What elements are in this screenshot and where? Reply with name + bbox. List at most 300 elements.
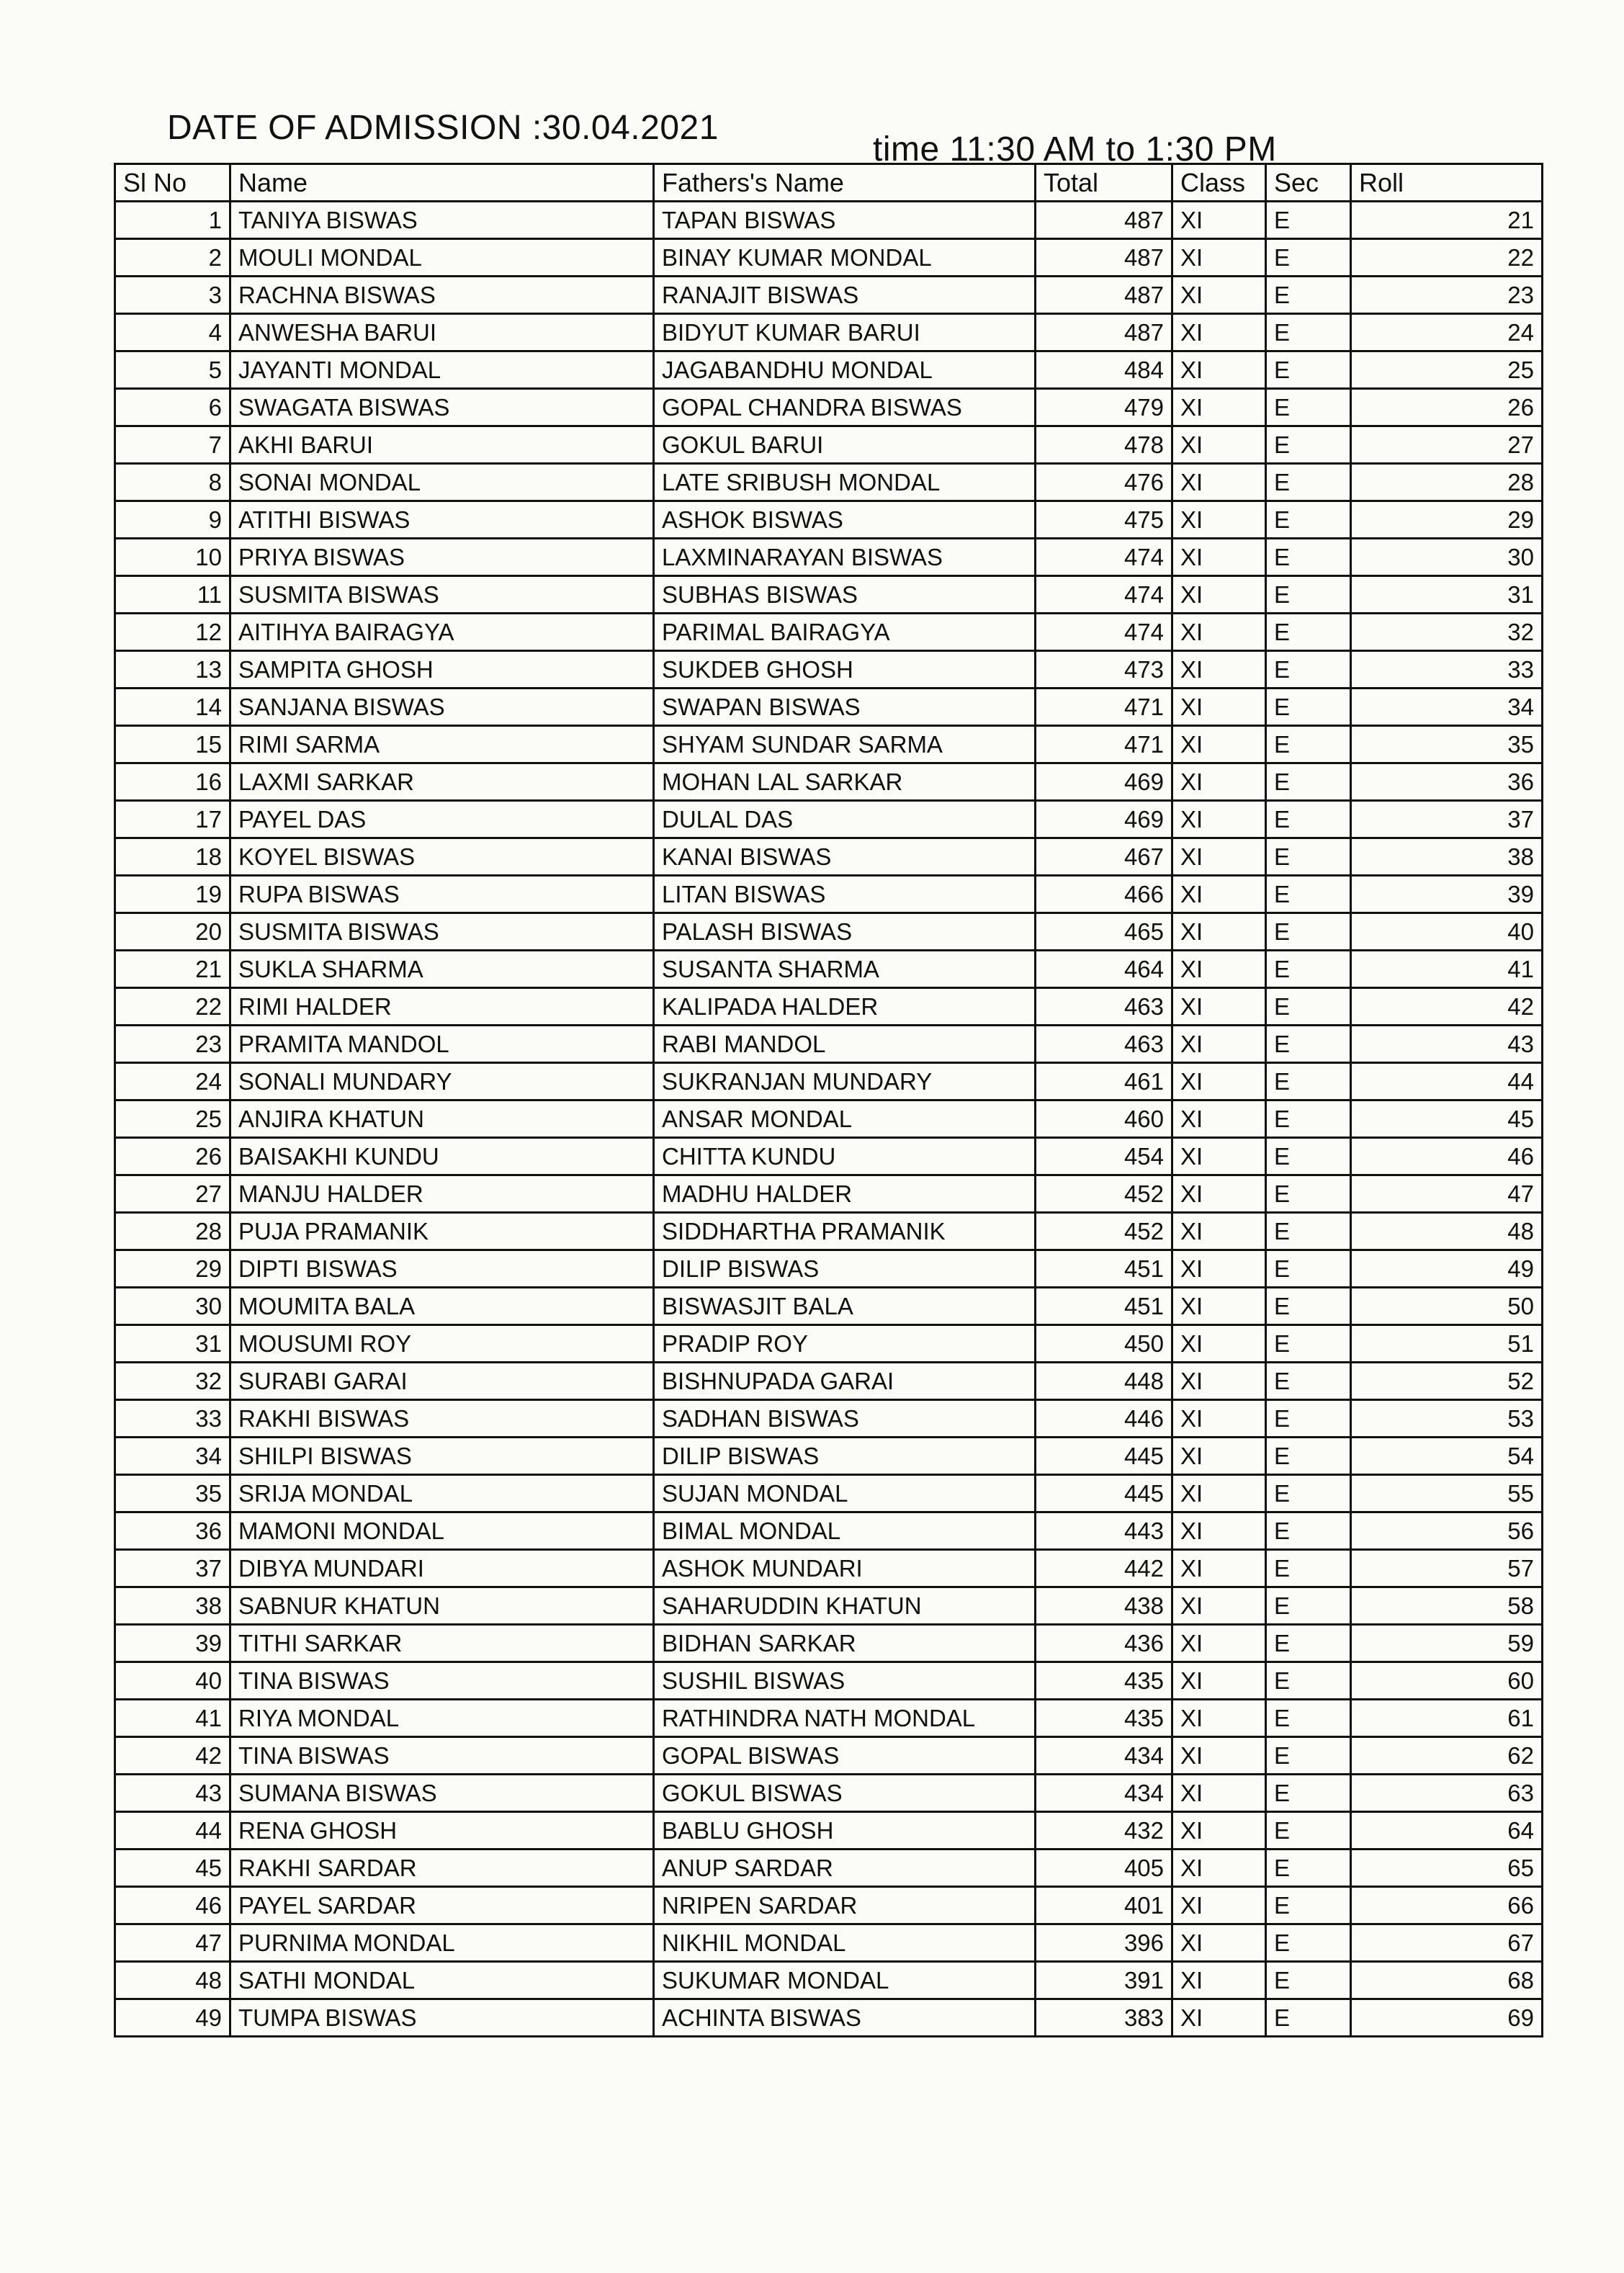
- total-cell: 487: [1036, 202, 1172, 239]
- total-cell: 443: [1036, 1512, 1172, 1550]
- table-row: [115, 314, 1543, 351]
- name-cell: MAMONI MONDAL: [230, 1512, 654, 1550]
- name-cell: SURABI GARAI: [230, 1363, 654, 1400]
- roll-cell: 48: [1351, 1213, 1543, 1250]
- table-row: [115, 1587, 1543, 1625]
- sl-no-cell: 47: [115, 1924, 230, 1962]
- roll-cell: 26: [1351, 389, 1543, 426]
- name-cell: DIBYA MUNDARI: [230, 1550, 654, 1587]
- total-cell: 383: [1036, 1999, 1172, 2037]
- roll-cell: 65: [1351, 1850, 1543, 1887]
- fathers-name-cell: CHITTA KUNDU: [654, 1138, 1036, 1175]
- total-cell: 463: [1036, 988, 1172, 1026]
- table-row: [115, 1812, 1543, 1850]
- fathers-name-cell: DILIP BISWAS: [654, 1438, 1036, 1475]
- fathers-name-cell: DILIP BISWAS: [654, 1250, 1036, 1288]
- sec-cell: E: [1266, 1325, 1351, 1363]
- roll-cell: 36: [1351, 763, 1543, 801]
- total-cell: 478: [1036, 426, 1172, 464]
- table-row: [115, 389, 1543, 426]
- sl-no-cell: 41: [115, 1700, 230, 1737]
- fathers-name-cell: NRIPEN SARDAR: [654, 1887, 1036, 1924]
- name-cell: MANJU HALDER: [230, 1175, 654, 1213]
- table-row: [115, 1288, 1543, 1325]
- roll-cell: 47: [1351, 1175, 1543, 1213]
- total-cell: 464: [1036, 951, 1172, 988]
- total-cell: 445: [1036, 1438, 1172, 1475]
- name-cell: AITIHYA BAIRAGYA: [230, 614, 654, 651]
- table-row: [115, 1775, 1543, 1812]
- roll-cell: 28: [1351, 464, 1543, 501]
- table-row: [115, 988, 1543, 1026]
- roll-cell: 55: [1351, 1475, 1543, 1512]
- fathers-name-cell: SUSHIL BISWAS: [654, 1662, 1036, 1700]
- sl-no-cell: 38: [115, 1587, 230, 1625]
- total-cell: 436: [1036, 1625, 1172, 1662]
- fathers-name-cell: ACHINTA BISWAS: [654, 1999, 1036, 2037]
- column-header-sl-no: Sl No: [115, 164, 230, 202]
- name-cell: PRAMITA MANDOL: [230, 1026, 654, 1063]
- table-row: [115, 1737, 1543, 1775]
- table-row: [115, 1063, 1543, 1100]
- sec-cell: E: [1266, 726, 1351, 763]
- name-cell: RAKHI BISWAS: [230, 1400, 654, 1438]
- table-row: [115, 951, 1543, 988]
- sl-no-cell: 1: [115, 202, 230, 239]
- sl-no-cell: 43: [115, 1775, 230, 1812]
- sl-no-cell: 32: [115, 1363, 230, 1400]
- sl-no-cell: 21: [115, 951, 230, 988]
- sl-no-cell: 46: [115, 1887, 230, 1924]
- name-cell: SUSMITA BISWAS: [230, 576, 654, 614]
- roll-cell: 68: [1351, 1962, 1543, 1999]
- sl-no-cell: 13: [115, 651, 230, 689]
- roll-cell: 62: [1351, 1737, 1543, 1775]
- column-header-roll: Roll: [1351, 164, 1543, 202]
- table-row: [115, 1175, 1543, 1213]
- table-row: [115, 1887, 1543, 1924]
- table-row: [115, 1512, 1543, 1550]
- total-cell: 445: [1036, 1475, 1172, 1512]
- fathers-name-cell: SUKUMAR MONDAL: [654, 1962, 1036, 1999]
- total-cell: 473: [1036, 651, 1172, 689]
- roll-cell: 49: [1351, 1250, 1543, 1288]
- sl-no-cell: 29: [115, 1250, 230, 1288]
- sl-no-cell: 36: [115, 1512, 230, 1550]
- fathers-name-cell: DULAL DAS: [654, 801, 1036, 838]
- sl-no-cell: 8: [115, 464, 230, 501]
- class-cell: XI: [1172, 539, 1266, 576]
- roll-cell: 34: [1351, 689, 1543, 726]
- roll-cell: 60: [1351, 1662, 1543, 1700]
- fathers-name-cell: SIDDHARTHA PRAMANIK: [654, 1213, 1036, 1250]
- total-cell: 438: [1036, 1587, 1172, 1625]
- sec-cell: E: [1266, 838, 1351, 876]
- class-cell: XI: [1172, 1250, 1266, 1288]
- roll-cell: 35: [1351, 726, 1543, 763]
- sec-cell: E: [1266, 651, 1351, 689]
- sec-cell: E: [1266, 1962, 1351, 1999]
- fathers-name-cell: PARIMAL BAIRAGYA: [654, 614, 1036, 651]
- name-cell: PAYEL DAS: [230, 801, 654, 838]
- sl-no-cell: 48: [115, 1962, 230, 1999]
- class-cell: XI: [1172, 351, 1266, 389]
- sec-cell: E: [1266, 1625, 1351, 1662]
- class-cell: XI: [1172, 1325, 1266, 1363]
- sl-no-cell: 15: [115, 726, 230, 763]
- fathers-name-cell: GOPAL CHANDRA BISWAS: [654, 389, 1036, 426]
- table-row: [115, 1363, 1543, 1400]
- sl-no-cell: 44: [115, 1812, 230, 1850]
- sec-cell: E: [1266, 1700, 1351, 1737]
- class-cell: XI: [1172, 202, 1266, 239]
- fathers-name-cell: KALIPADA HALDER: [654, 988, 1036, 1026]
- sec-cell: E: [1266, 389, 1351, 426]
- class-cell: XI: [1172, 1625, 1266, 1662]
- name-cell: ANWESHA BARUI: [230, 314, 654, 351]
- total-cell: 432: [1036, 1812, 1172, 1850]
- sec-cell: E: [1266, 763, 1351, 801]
- class-cell: XI: [1172, 501, 1266, 539]
- total-cell: 479: [1036, 389, 1172, 426]
- sec-cell: E: [1266, 464, 1351, 501]
- sec-cell: E: [1266, 1250, 1351, 1288]
- sl-no-cell: 26: [115, 1138, 230, 1175]
- class-cell: XI: [1172, 838, 1266, 876]
- table-row: [115, 1213, 1543, 1250]
- sec-cell: E: [1266, 1213, 1351, 1250]
- roll-cell: 61: [1351, 1700, 1543, 1737]
- sl-no-cell: 2: [115, 239, 230, 277]
- sec-cell: E: [1266, 1475, 1351, 1512]
- sec-cell: E: [1266, 1775, 1351, 1812]
- fathers-name-cell: SUSANTA SHARMA: [654, 951, 1036, 988]
- sec-cell: E: [1266, 1587, 1351, 1625]
- roll-cell: 33: [1351, 651, 1543, 689]
- sec-cell: E: [1266, 1175, 1351, 1213]
- sec-cell: E: [1266, 1550, 1351, 1587]
- roll-cell: 54: [1351, 1438, 1543, 1475]
- name-cell: PRIYA BISWAS: [230, 539, 654, 576]
- roll-cell: 63: [1351, 1775, 1543, 1812]
- total-cell: 446: [1036, 1400, 1172, 1438]
- fathers-name-cell: BINAY KUMAR MONDAL: [654, 239, 1036, 277]
- fathers-name-cell: GOKUL BISWAS: [654, 1775, 1036, 1812]
- roll-cell: 57: [1351, 1550, 1543, 1587]
- table-row: [115, 1962, 1543, 1999]
- name-cell: ATITHI BISWAS: [230, 501, 654, 539]
- total-cell: 466: [1036, 876, 1172, 913]
- table-row: [115, 1475, 1543, 1512]
- sec-cell: E: [1266, 1999, 1351, 2037]
- table-row: [115, 576, 1543, 614]
- name-cell: MOUMITA BALA: [230, 1288, 654, 1325]
- sl-no-cell: 6: [115, 389, 230, 426]
- sec-cell: E: [1266, 539, 1351, 576]
- fathers-name-cell: BIDHAN SARKAR: [654, 1625, 1036, 1662]
- column-header-total: Total: [1036, 164, 1172, 202]
- header-row: [115, 164, 1543, 202]
- total-cell: 451: [1036, 1288, 1172, 1325]
- admission-table: [114, 163, 1543, 2037]
- sl-no-cell: 25: [115, 1100, 230, 1138]
- sec-cell: E: [1266, 202, 1351, 239]
- sec-cell: E: [1266, 1063, 1351, 1100]
- sl-no-cell: 3: [115, 277, 230, 314]
- total-cell: 469: [1036, 763, 1172, 801]
- class-cell: XI: [1172, 1063, 1266, 1100]
- fathers-name-cell: RABI MANDOL: [654, 1026, 1036, 1063]
- sl-no-cell: 28: [115, 1213, 230, 1250]
- total-cell: 448: [1036, 1363, 1172, 1400]
- total-cell: 405: [1036, 1850, 1172, 1887]
- class-cell: XI: [1172, 1850, 1266, 1887]
- roll-cell: 32: [1351, 614, 1543, 651]
- class-cell: XI: [1172, 1100, 1266, 1138]
- sec-cell: E: [1266, 576, 1351, 614]
- sl-no-cell: 45: [115, 1850, 230, 1887]
- fathers-name-cell: GOKUL BARUI: [654, 426, 1036, 464]
- class-cell: XI: [1172, 1587, 1266, 1625]
- sl-no-cell: 24: [115, 1063, 230, 1100]
- table-row: [115, 1325, 1543, 1363]
- roll-cell: 25: [1351, 351, 1543, 389]
- fathers-name-cell: NIKHIL MONDAL: [654, 1924, 1036, 1962]
- class-cell: XI: [1172, 801, 1266, 838]
- table-row: [115, 501, 1543, 539]
- name-cell: SATHI MONDAL: [230, 1962, 654, 1999]
- roll-cell: 69: [1351, 1999, 1543, 2037]
- fathers-name-cell: ANUP SARDAR: [654, 1850, 1036, 1887]
- roll-cell: 53: [1351, 1400, 1543, 1438]
- class-cell: XI: [1172, 1400, 1266, 1438]
- name-cell: PAYEL SARDAR: [230, 1887, 654, 1924]
- table-row: [115, 426, 1543, 464]
- name-cell: SUKLA SHARMA: [230, 951, 654, 988]
- admission-date-label: DATE OF ADMISSION :30.04.2021: [167, 109, 719, 147]
- sl-no-cell: 5: [115, 351, 230, 389]
- name-cell: BAISAKHI KUNDU: [230, 1138, 654, 1175]
- roll-cell: 22: [1351, 239, 1543, 277]
- name-cell: RAKHI SARDAR: [230, 1850, 654, 1887]
- sl-no-cell: 12: [115, 614, 230, 651]
- roll-cell: 44: [1351, 1063, 1543, 1100]
- name-cell: RIMI HALDER: [230, 988, 654, 1026]
- table-row: [115, 651, 1543, 689]
- roll-cell: 29: [1351, 501, 1543, 539]
- fathers-name-cell: ASHOK MUNDARI: [654, 1550, 1036, 1587]
- roll-cell: 56: [1351, 1512, 1543, 1550]
- class-cell: XI: [1172, 1026, 1266, 1063]
- table-body: [115, 202, 1543, 2037]
- total-cell: 434: [1036, 1775, 1172, 1812]
- sec-cell: E: [1266, 1512, 1351, 1550]
- class-cell: XI: [1172, 1512, 1266, 1550]
- table-row: [115, 1924, 1543, 1962]
- name-cell: ANJIRA KHATUN: [230, 1100, 654, 1138]
- name-cell: LAXMI SARKAR: [230, 763, 654, 801]
- class-cell: XI: [1172, 1175, 1266, 1213]
- sec-cell: E: [1266, 1812, 1351, 1850]
- fathers-name-cell: LITAN BISWAS: [654, 876, 1036, 913]
- fathers-name-cell: TAPAN BISWAS: [654, 202, 1036, 239]
- sl-no-cell: 33: [115, 1400, 230, 1438]
- fathers-name-cell: LAXMINARAYAN BISWAS: [654, 539, 1036, 576]
- roll-cell: 37: [1351, 801, 1543, 838]
- roll-cell: 38: [1351, 838, 1543, 876]
- total-cell: 484: [1036, 351, 1172, 389]
- sec-cell: E: [1266, 876, 1351, 913]
- total-cell: 452: [1036, 1213, 1172, 1250]
- table-row: [115, 726, 1543, 763]
- fathers-name-cell: SUKDEB GHOSH: [654, 651, 1036, 689]
- table-row: [115, 614, 1543, 651]
- table-row: [115, 1550, 1543, 1587]
- roll-cell: 64: [1351, 1812, 1543, 1850]
- sec-cell: E: [1266, 1400, 1351, 1438]
- fathers-name-cell: KANAI BISWAS: [654, 838, 1036, 876]
- fathers-name-cell: SWAPAN BISWAS: [654, 689, 1036, 726]
- name-cell: RENA GHOSH: [230, 1812, 654, 1850]
- class-cell: XI: [1172, 1812, 1266, 1850]
- total-cell: 450: [1036, 1325, 1172, 1363]
- fathers-name-cell: BISWASJIT BALA: [654, 1288, 1036, 1325]
- sl-no-cell: 27: [115, 1175, 230, 1213]
- fathers-name-cell: LATE SRIBUSH MONDAL: [654, 464, 1036, 501]
- table-row: [115, 801, 1543, 838]
- name-cell: RUPA BISWAS: [230, 876, 654, 913]
- sec-cell: E: [1266, 1026, 1351, 1063]
- sl-no-cell: 30: [115, 1288, 230, 1325]
- roll-cell: 27: [1351, 426, 1543, 464]
- name-cell: PUJA PRAMANIK: [230, 1213, 654, 1250]
- total-cell: 487: [1036, 239, 1172, 277]
- roll-cell: 41: [1351, 951, 1543, 988]
- name-cell: TANIYA BISWAS: [230, 202, 654, 239]
- class-cell: XI: [1172, 464, 1266, 501]
- roll-cell: 45: [1351, 1100, 1543, 1138]
- sl-no-cell: 37: [115, 1550, 230, 1587]
- sec-cell: E: [1266, 501, 1351, 539]
- sl-no-cell: 34: [115, 1438, 230, 1475]
- fathers-name-cell: SUKRANJAN MUNDARY: [654, 1063, 1036, 1100]
- sl-no-cell: 40: [115, 1662, 230, 1700]
- fathers-name-cell: BIDYUT KUMAR BARUI: [654, 314, 1036, 351]
- name-cell: TUMPA BISWAS: [230, 1999, 654, 2037]
- table-row: [115, 913, 1543, 951]
- fathers-name-cell: BABLU GHOSH: [654, 1812, 1036, 1850]
- admission-time-label: time 11:30 AM to 1:30 PM: [873, 130, 1277, 169]
- sl-no-cell: 49: [115, 1999, 230, 2037]
- sec-cell: E: [1266, 1850, 1351, 1887]
- roll-cell: 39: [1351, 876, 1543, 913]
- fathers-name-cell: GOPAL BISWAS: [654, 1737, 1036, 1775]
- sec-cell: E: [1266, 1100, 1351, 1138]
- table-row: [115, 277, 1543, 314]
- roll-cell: 58: [1351, 1587, 1543, 1625]
- fathers-name-cell: RATHINDRA NATH MONDAL: [654, 1700, 1036, 1737]
- class-cell: XI: [1172, 1962, 1266, 1999]
- name-cell: KOYEL BISWAS: [230, 838, 654, 876]
- class-cell: XI: [1172, 913, 1266, 951]
- name-cell: SUMANA BISWAS: [230, 1775, 654, 1812]
- total-cell: 451: [1036, 1250, 1172, 1288]
- table-row: [115, 1662, 1543, 1700]
- roll-cell: 59: [1351, 1625, 1543, 1662]
- class-cell: XI: [1172, 1438, 1266, 1475]
- class-cell: XI: [1172, 1737, 1266, 1775]
- fathers-name-cell: PALASH BISWAS: [654, 913, 1036, 951]
- sl-no-cell: 9: [115, 501, 230, 539]
- class-cell: XI: [1172, 426, 1266, 464]
- sl-no-cell: 23: [115, 1026, 230, 1063]
- roll-cell: 66: [1351, 1887, 1543, 1924]
- fathers-name-cell: RANAJIT BISWAS: [654, 277, 1036, 314]
- total-cell: 454: [1036, 1138, 1172, 1175]
- table-row: [115, 464, 1543, 501]
- name-cell: SAMPITA GHOSH: [230, 651, 654, 689]
- class-cell: XI: [1172, 651, 1266, 689]
- sec-cell: E: [1266, 951, 1351, 988]
- name-cell: SWAGATA BISWAS: [230, 389, 654, 426]
- name-cell: SUSMITA BISWAS: [230, 913, 654, 951]
- class-cell: XI: [1172, 1775, 1266, 1812]
- total-cell: 475: [1036, 501, 1172, 539]
- table-row: [115, 1400, 1543, 1438]
- total-cell: 435: [1036, 1662, 1172, 1700]
- table-row: [115, 1438, 1543, 1475]
- table-row: [115, 1250, 1543, 1288]
- roll-cell: 21: [1351, 202, 1543, 239]
- total-cell: 469: [1036, 801, 1172, 838]
- table-row: [115, 876, 1543, 913]
- roll-cell: 40: [1351, 913, 1543, 951]
- name-cell: MOUSUMI ROY: [230, 1325, 654, 1363]
- sl-no-cell: 22: [115, 988, 230, 1026]
- sec-cell: E: [1266, 351, 1351, 389]
- class-cell: XI: [1172, 314, 1266, 351]
- table-row: [115, 838, 1543, 876]
- sl-no-cell: 4: [115, 314, 230, 351]
- fathers-name-cell: PRADIP ROY: [654, 1325, 1036, 1363]
- class-cell: XI: [1172, 1550, 1266, 1587]
- class-cell: XI: [1172, 576, 1266, 614]
- total-cell: 435: [1036, 1700, 1172, 1737]
- class-cell: XI: [1172, 1138, 1266, 1175]
- sec-cell: E: [1266, 689, 1351, 726]
- name-cell: TINA BISWAS: [230, 1662, 654, 1700]
- fathers-name-cell: ANSAR MONDAL: [654, 1100, 1036, 1138]
- name-cell: PURNIMA MONDAL: [230, 1924, 654, 1962]
- column-header-class: Class: [1172, 164, 1266, 202]
- sl-no-cell: 14: [115, 689, 230, 726]
- sl-no-cell: 16: [115, 763, 230, 801]
- name-cell: DIPTI BISWAS: [230, 1250, 654, 1288]
- name-cell: TITHI SARKAR: [230, 1625, 654, 1662]
- sec-cell: E: [1266, 1737, 1351, 1775]
- name-cell: AKHI BARUI: [230, 426, 654, 464]
- sl-no-cell: 10: [115, 539, 230, 576]
- sl-no-cell: 19: [115, 876, 230, 913]
- name-cell: JAYANTI MONDAL: [230, 351, 654, 389]
- class-cell: XI: [1172, 1475, 1266, 1512]
- total-cell: 474: [1036, 614, 1172, 651]
- class-cell: XI: [1172, 1700, 1266, 1737]
- roll-cell: 43: [1351, 1026, 1543, 1063]
- total-cell: 465: [1036, 913, 1172, 951]
- class-cell: XI: [1172, 876, 1266, 913]
- fathers-name-cell: MADHU HALDER: [654, 1175, 1036, 1213]
